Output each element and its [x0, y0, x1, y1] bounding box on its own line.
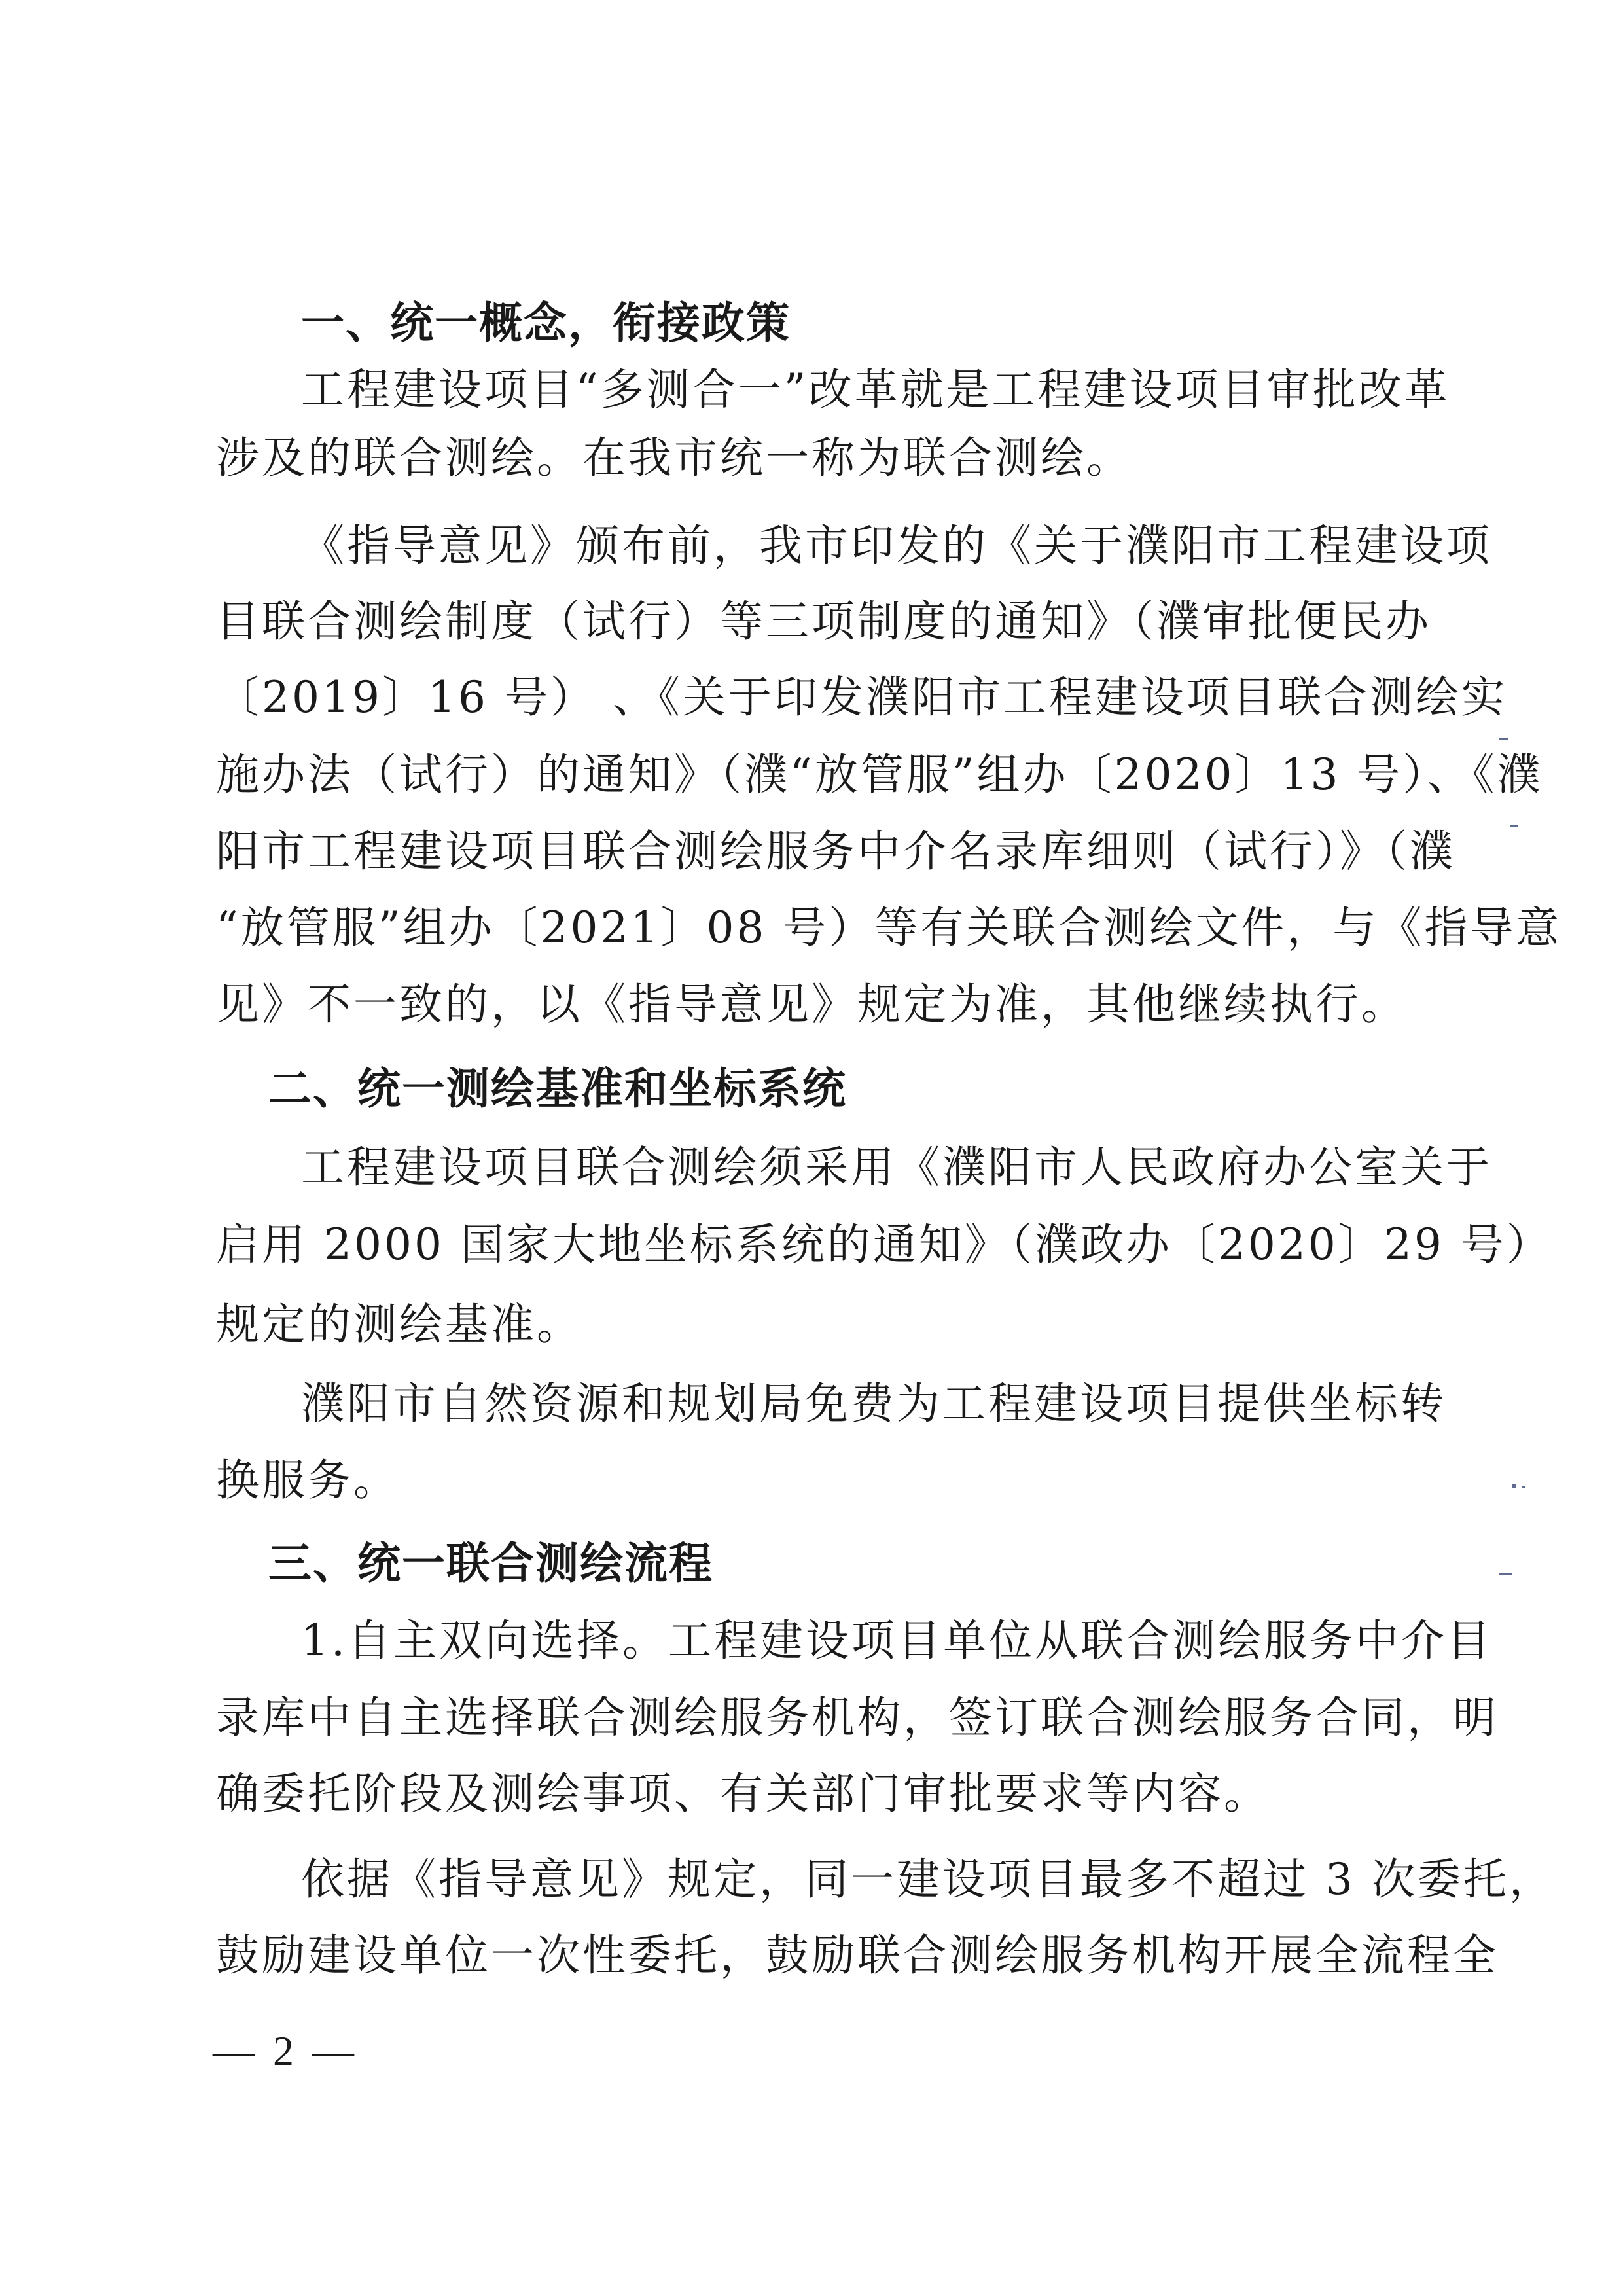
paragraph-line: 目联合测绘制度（试行）等三项制度的通知》（濮审批便民办 — [216, 596, 1431, 647]
paragraph-line: 录库中自主选择联合测绘服务机构，签订联合测绘服务合同，明 — [216, 1693, 1499, 1743]
paragraph-line: 涉及的联合测绘。在我市统一称为联合测绘。 — [216, 433, 1132, 483]
paragraph-line: 换服务。 — [216, 1455, 399, 1505]
paragraph-line: 阳市工程建设项目联合测绘服务中介名录库细则（试行）》（濮 — [216, 826, 1455, 876]
section-heading-1: 一、统一概念，衔接政策 — [301, 298, 791, 348]
section-heading-2: 二、统一测绘基准和坐标系统 — [268, 1064, 847, 1114]
paragraph-line: 规定的测绘基准。 — [216, 1299, 582, 1350]
scan-mark — [1522, 1486, 1525, 1488]
paragraph-line: 依据《指导意见》规定，同一建设项目最多不超过 3 次委托， — [301, 1854, 1555, 1905]
page-number: — 2 — — [213, 2028, 358, 2074]
paragraph-line: 确委托阶段及测绘事项、有关部门审批要求等内容。 — [216, 1768, 1270, 1819]
scan-mark — [1510, 825, 1518, 827]
paragraph-line: 见》不一致的，以《指导意见》规定为准，其他继续执行。 — [216, 979, 1407, 1030]
paragraph-line: 鼓励建设单位一次性委托，鼓励联合测绘服务机构开展全流程全 — [216, 1930, 1499, 1981]
scan-mark — [1499, 738, 1508, 740]
paragraph-line: 《指导意见》颁布前，我市印发的《关于濮阳市工程建设项 — [301, 520, 1492, 571]
section-heading-3: 三、统一联合测绘流程 — [268, 1538, 713, 1588]
paragraph-line: 〔2019〕16 号） 、《关于印发濮阳市工程建设项目联合测绘实 — [216, 672, 1507, 723]
paragraph-line: 启用 2000 国家大地坐标系统的通知》（濮政办〔2020〕29 号） — [216, 1219, 1552, 1270]
paragraph-line: 1.自主双向选择。工程建设项目单位从联合测绘服务中介目 — [301, 1615, 1493, 1666]
scan-mark — [1499, 1573, 1512, 1575]
paragraph-line: 濮阳市自然资源和规划局免费为工程建设项目提供坐标转 — [301, 1378, 1446, 1429]
scan-mark — [1512, 1484, 1516, 1488]
paragraph-line: “放管服”组办〔2021〕08 号）等有关联合测绘文件，与《指导意 — [216, 903, 1562, 953]
paragraph-line: 施办法（试行）的通知》（濮“放管服”组办〔2020〕13 号）、《濮 — [216, 749, 1543, 800]
paragraph-line: 工程建设项目联合测绘须采用《濮阳市人民政府办公室关于 — [301, 1142, 1492, 1193]
paragraph-line: 工程建设项目“多测合一”改革就是工程建设项目审批改革 — [301, 365, 1450, 415]
